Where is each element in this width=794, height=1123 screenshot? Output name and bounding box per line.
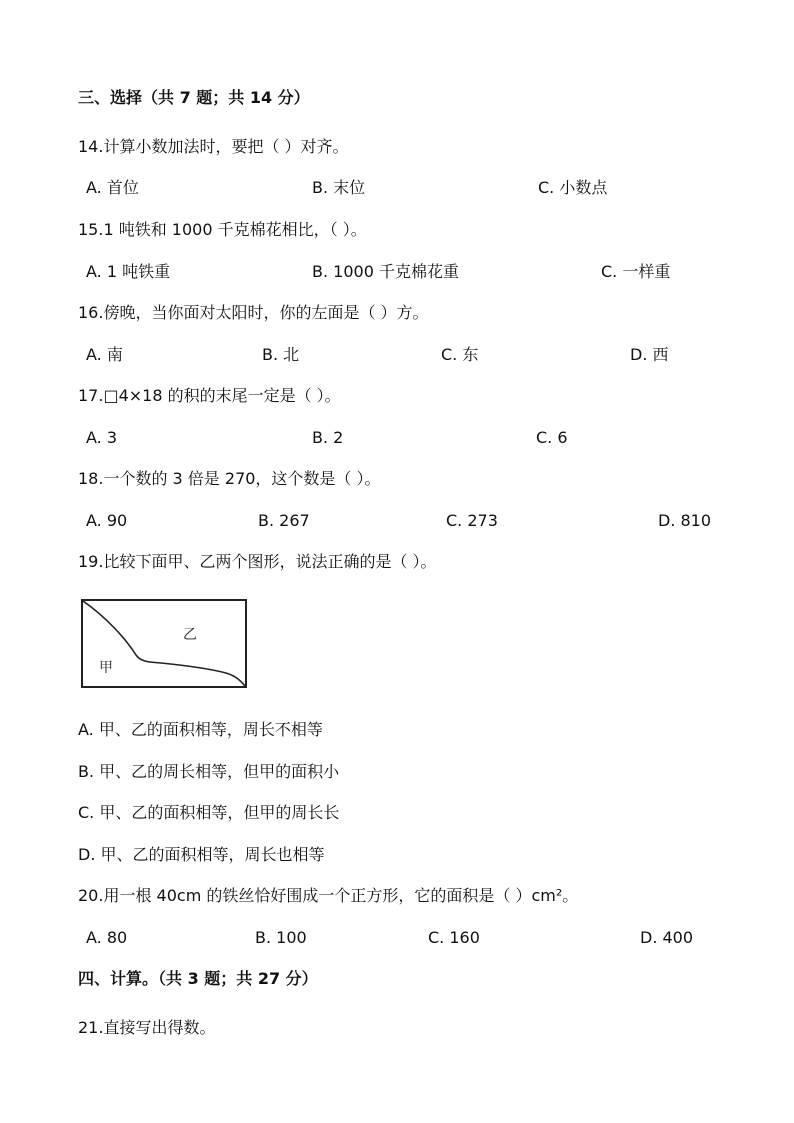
q19-option-c: C. 甲、乙的面积相等，但甲的周长长 [78,803,340,822]
q20-option-d: D. 400 [640,928,694,947]
q16-option-c: C. 东 [441,345,479,364]
q19-option-a: A. 甲、乙的面积相等，周长不相等 [78,720,323,739]
question-20: 20.用一根 40cm 的铁丝恰好围成一个正方形，它的面积是（ ）cm²。 [78,886,579,905]
q18-option-d: D. 810 [658,511,712,530]
q15-option-b: B. 1000 千克棉花重 [312,262,459,281]
q17-option-c: C. 6 [536,428,568,447]
q14-option-c: C. 小数点 [538,178,608,197]
q14-option-a: A. 首位 [86,178,139,197]
q14-option-b: B. 末位 [312,178,366,197]
q19-option-d: D. 甲、乙的面积相等，周长也相等 [78,845,325,864]
question-15: 15.1 吨铁和 1000 千克棉花相比，（ ）。 [78,220,367,239]
question-21: 21.直接写出得数。 [78,1018,216,1037]
q16-option-d: D. 西 [630,345,669,364]
q18-option-a: A. 90 [86,511,128,530]
question-14: 14.计算小数加法时，要把（ ）对齐。 [78,137,349,156]
q16-option-a: A. 南 [86,345,123,364]
q20-option-b: B. 100 [255,928,307,947]
section-title-calculation: 四、计算。（共 3 题；共 27 分） [78,969,318,988]
label-jia: 甲 [99,660,113,676]
q15-option-c: C. 一样重 [601,262,671,281]
q19-option-b: B. 甲、乙的周长相等，但甲的面积小 [78,762,340,781]
section-title-choice: 三、选择（共 7 题；共 14 分） [78,88,310,107]
q20-option-a: A. 80 [86,928,128,947]
question-19: 19.比较下面甲、乙两个图形，说法正确的是（ ）。 [78,552,437,571]
q19-figure [81,599,247,689]
shape-diagram [81,599,247,689]
question-18: 18.一个数的 3 倍是 270，这个数是（ ）。 [78,469,381,488]
question-17: 17.□4×18 的积的末尾一定是（ ）。 [78,386,341,405]
q15-option-a: A. 1 吨铁重 [86,262,171,281]
q18-option-c: C. 273 [446,511,498,530]
q20-option-c: C. 160 [428,928,480,947]
q16-option-b: B. 北 [262,345,300,364]
question-16: 16.傍晚，当你面对太阳时，你的左面是（ ）方。 [78,303,429,322]
label-yi: 乙 [183,627,197,643]
q17-option-a: A. 3 [86,428,118,447]
q18-option-b: B. 267 [258,511,310,530]
q17-option-b: B. 2 [312,428,344,447]
